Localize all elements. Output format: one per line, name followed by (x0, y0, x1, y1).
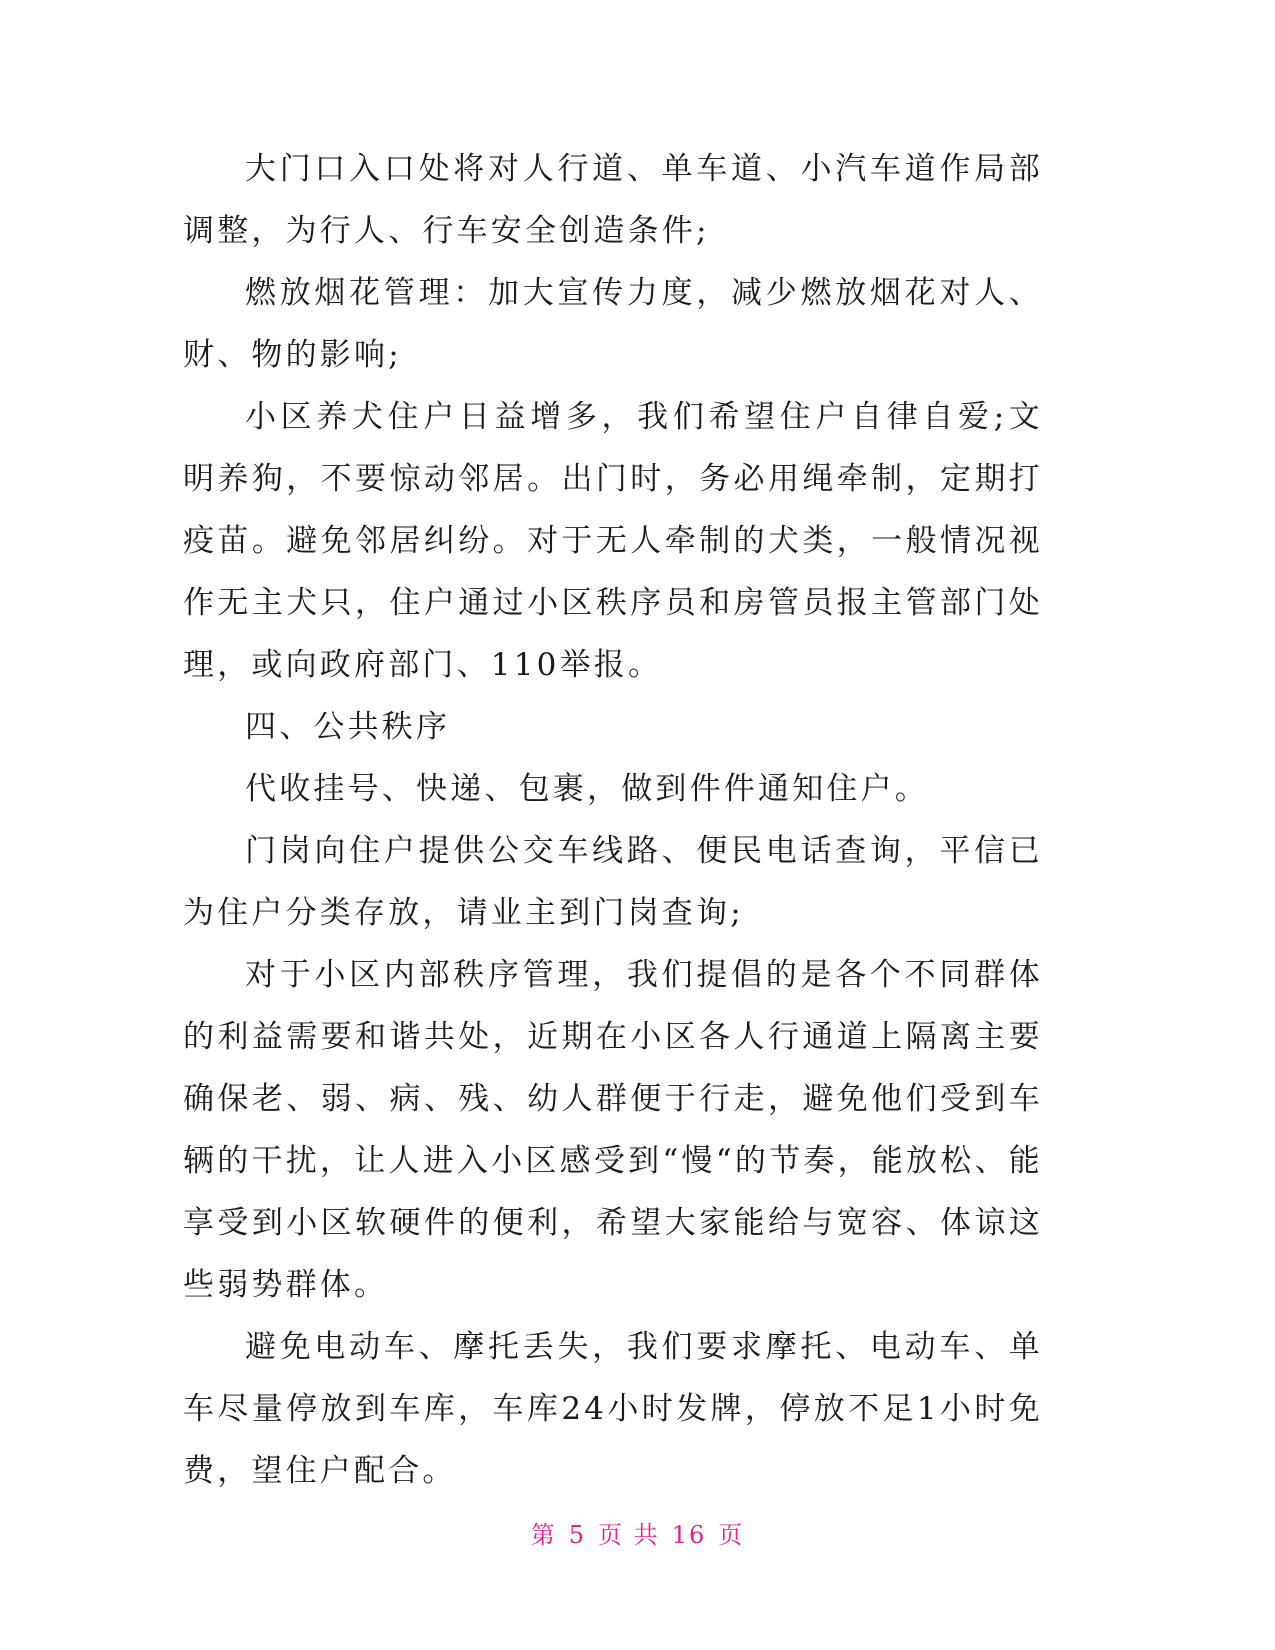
footer-prefix: 第 (530, 1521, 557, 1549)
paragraph-internal-order: 对于小区内部秩序管理，我们提倡的是各个不同群体的利益需要和谐共处，近期在小区各人行通道上隔离主要确保老、弱、病、残、幼人群便于行走，避免他们受到车辆的干扰，让人进入小区感受到“慢“的节奏，能放松、能享受到小区软硬件的便利，希望大家能给与宽容、体谅这些弱势群体。 (183, 957, 1043, 1303)
footer-total-pages: 16 (671, 1521, 707, 1549)
footer-current-page: 5 (568, 1521, 587, 1549)
paragraph-parcel-collection: 代收挂号、快递、包裹，做到件件通知住户。 (245, 771, 929, 807)
paragraph-gate-inquiry: 门岗向住户提供公交车线路、便民电话查询，平信已为住户分类存放，请业主到门岗查询; (183, 833, 1043, 931)
paragraph-dog-keeping: 小区养犬住户日益增多，我们希望住户自律自爱;文明养狗，不要惊动邻居。出门时，务必用绳牵制，定期打疫苗。避免邻居纠纷。对于无人牵制的犬类，一般情况视作无主犬只，住户通过小区秩序员和房管员报主管部门处理，或向政府部门、110举报。 (183, 399, 1043, 683)
document-body (183, 138, 1043, 1502)
paragraph-fireworks-management: 燃放烟花管理：加大宣传力度，减少燃放烟花对人、财、物的影响; (183, 275, 1043, 373)
paragraph-vehicle-parking: 避免电动车、摩托丢失，我们要求摩托、电动车、单车尽量停放到车库，车库24小时发牌，停放不足1小时免费，望住户配合。 (183, 1329, 1043, 1489)
section-heading-public-order: 四、公共秩序 (245, 709, 451, 745)
paragraph-entrance-adjustment: 大门口入口处将对人行道、单车道、小汽车道作局部调整，为行人、行车安全创造条件; (183, 151, 1043, 249)
page-footer (0, 1515, 1275, 1550)
footer-middle: 页 共 (598, 1521, 660, 1549)
footer-suffix: 页 (718, 1521, 745, 1549)
